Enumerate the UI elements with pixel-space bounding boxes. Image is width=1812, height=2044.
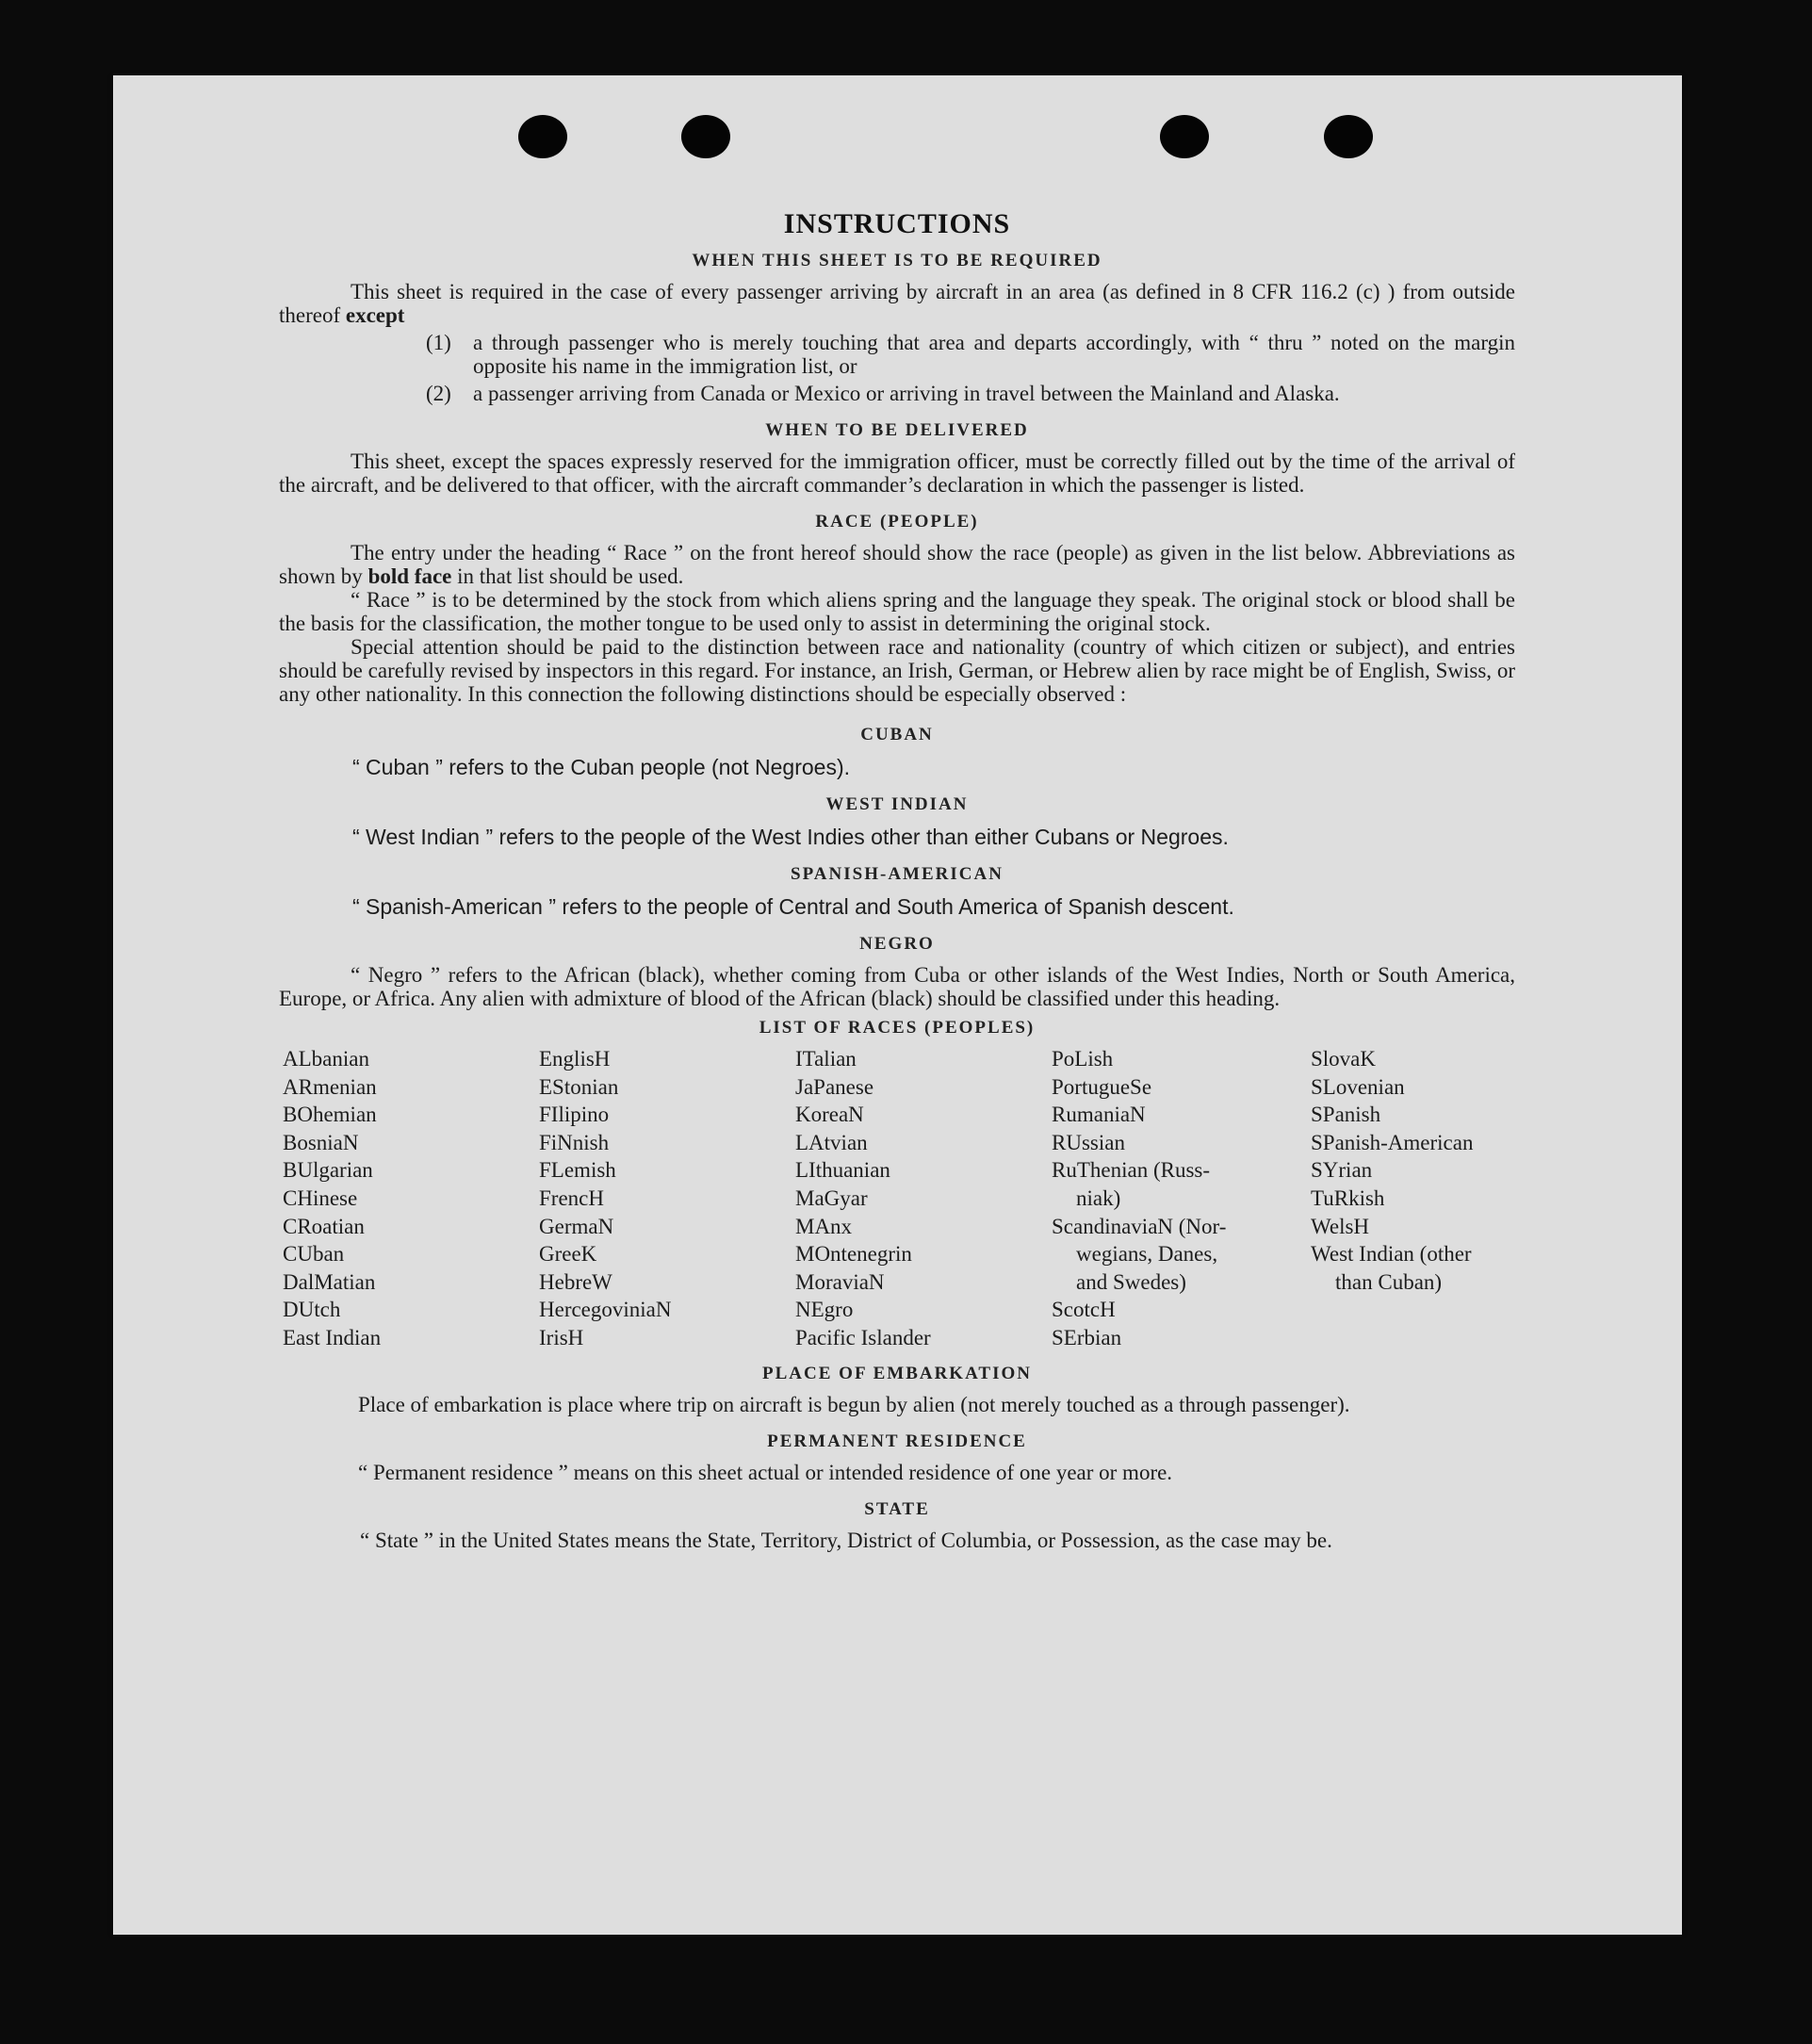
heading-state: STATE [864,1498,930,1519]
heading-spanish-american: SPANISH-AMERICAN [791,864,1004,884]
race-paragraph-1: The entry under the heading “ Race ” on the front hereof should show the race (people) as given in the list below. Abbreviations as shown by bold face in that list should be used. [279,541,1515,588]
races-column [795,1045,1052,1352]
race-entry: SYrian [1311,1158,1373,1183]
race-entry: and Swedes) [1076,1269,1186,1294]
race-entry: CUban [283,1242,345,1267]
race-entry: wegians, Danes, [1076,1242,1218,1267]
race-entry: PoLish [1052,1047,1114,1071]
race-entry: IrisH [539,1325,584,1349]
race-entry: BUlgarian [283,1158,373,1183]
race-entry: West Indian (other [1311,1242,1472,1267]
race-entry: FIlipino [539,1103,610,1127]
heading-permanent-residence: PERMANENT RESIDENCE [767,1431,1027,1451]
races-column [1311,1045,1519,1352]
race-entry: FrencH [539,1186,604,1210]
spanish-american-definition: “ Spanish-American ” refers to the people of Central and South America of Spanish descent. [352,894,1234,919]
race-entry: FiNnish [539,1130,610,1154]
punch-hole [681,115,730,158]
race-entry: BosniaN [283,1130,359,1154]
residence-definition: “ Permanent residence ” means on this sheet actual or intended residence of one year or more. [358,1460,1173,1484]
race-entry: RUssian [1052,1130,1125,1154]
race-entry: GreeK [539,1242,597,1267]
race-entry: BOhemian [283,1103,377,1127]
race-entry: PortugueSe [1052,1074,1152,1099]
race-entry: SErbian [1052,1325,1122,1349]
race-paragraph-2: “ Race ” is to be determined by the stock from which aliens spring and the language they speak. The original stock or blood shall be the basis for the classification, the mother tongue to be used only to assist in determining the original stock. [279,588,1515,635]
race-entry: ALbanian [283,1047,369,1071]
heading-race: RACE (PEOPLE) [815,512,979,531]
race-entry: EStonian [539,1074,619,1099]
page-title: INSTRUCTIONS [783,208,1011,239]
race-entry: SPanish-American [1311,1130,1474,1154]
races-list [283,1045,1515,1352]
race-entry: HercegoviniaN [539,1298,672,1322]
race-entry: RuThenian (Russ- [1052,1158,1211,1183]
document-page [113,75,1682,1935]
heading-when-required: WHEN THIS SHEET IS TO BE REQUIRED [692,251,1102,270]
races-column [283,1045,539,1352]
race-entry: EnglisH [539,1047,611,1071]
race-entry: DalMatian [283,1269,376,1294]
cuban-definition: “ Cuban ” refers to the Cuban people (not Negroes). [352,755,851,779]
heading-negro: NEGRO [859,934,935,954]
race-entry: SLovenian [1311,1074,1405,1099]
race-entry: DUtch [283,1298,341,1322]
race-entry: LIthuanian [795,1158,890,1183]
race-paragraph-3: Special attention should be paid to the distinction between race and nationality (country of which citizen or subject), and entries should be carefully revised by inspectors in this regard. For instance, an Irish, German, or Hebrew alien by race might be of English, Swiss, or any other nationality. In this connection the following distinctions should be especially observed : [279,635,1515,706]
race-entry: RumaniaN [1052,1103,1146,1127]
heading-list-of-races: LIST OF RACES (PEOPLES) [759,1018,1036,1038]
race-entry: SPanish [1311,1103,1381,1127]
state-definition: “ State ” in the United States means the State, Territory, District of Columbia, or Possession, as the case may be. [360,1528,1332,1552]
punch-hole [518,115,567,158]
exception-item: (2) a passenger arriving from Canada or Mexico or arriving in travel between the Mainland and Alaska. [426,382,1340,405]
race-entry: WelsH [1311,1214,1370,1238]
race-entry: East Indian [283,1325,382,1349]
race-entry: LAtvian [795,1130,868,1154]
negro-definition: “ Negro ” refers to the African (black), whether coming from Cuba or other islands of the West Indies, North or South America, Europe, or Africa. Any alien with admixture of blood of the African (black) should be classified under this heading. [279,963,1515,1010]
race-entry: CHinese [283,1186,358,1210]
race-entry: Pacific Islander [795,1325,931,1349]
race-entry: MAnx [795,1214,853,1238]
races-column [1052,1045,1311,1352]
race-entry: than Cuban) [1335,1269,1443,1294]
delivered-text: This sheet, except the spaces expressly reserved for the immigration officer, must be correctly filled out by the time of the arrival of the aircraft, and be delivered to that officer, with the aircraft commander’s declaration in which the passenger is listed. [279,450,1515,497]
heading-west-indian: WEST INDIAN [825,794,969,814]
race-entry: ITalian [795,1047,857,1071]
race-entry: SlovaK [1311,1047,1376,1071]
embarkation-definition: Place of embarkation is place where trip on aircraft is begun by alien (not merely touched as a through passenger). [358,1392,1350,1416]
heading-place-of-embarkation: PLACE OF EMBARKATION [762,1363,1032,1383]
race-entry: ScandinaviaN (Nor- [1052,1214,1227,1238]
race-entry: CRoatian [283,1214,365,1238]
race-entry: KoreaN [795,1103,864,1127]
race-entry: GermaN [539,1214,614,1238]
heading-cuban: CUBAN [860,725,934,744]
race-entry: NEgro [795,1298,854,1322]
race-entry: ScotcH [1052,1298,1116,1322]
race-entry: JaPanese [795,1074,874,1099]
race-entry: MoraviaN [795,1269,885,1294]
west-indian-definition: “ West Indian ” refers to the people of the West Indies other than either Cubans or Negroes. [352,825,1229,849]
race-entry: TuRkish [1311,1186,1385,1210]
race-entry: niak) [1076,1186,1121,1210]
exception-list [426,331,1515,405]
exception-item: (1) a through passenger who is merely touching that area and departs accordingly, with “ thru ” noted on the margin opposite his name in the immigration list, or [426,331,1515,378]
races-column [539,1045,795,1352]
race-entry: MOntenegrin [795,1242,912,1267]
instructions-body [279,207,1515,1552]
race-entry: HebreW [539,1269,612,1294]
race-entry: MaGyar [795,1186,868,1210]
required-intro: This sheet is required in the case of every passenger arriving by aircraft in an area (as defined in 8 CFR 116.2 (c) ) from outside thereof except [279,280,1515,327]
heading-when-delivered: WHEN TO BE DELIVERED [765,420,1029,440]
punch-hole [1324,115,1373,158]
punch-hole [1160,115,1209,158]
race-entry: ARmenian [283,1074,377,1099]
race-entry: FLemish [539,1158,616,1183]
